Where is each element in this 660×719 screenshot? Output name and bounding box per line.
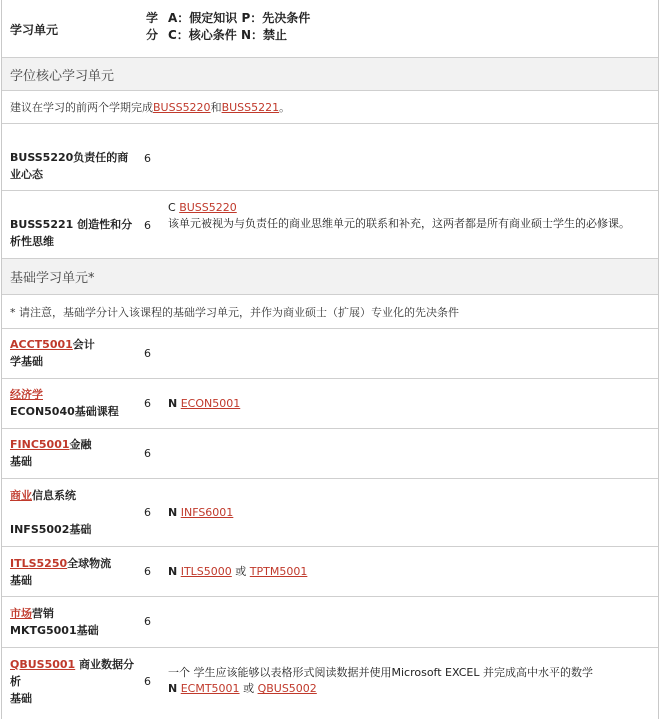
link-itls5000[interactable]: ITLS5000	[180, 565, 232, 578]
unit-requirements: N ECON5001	[168, 397, 241, 410]
unit-name: QBUS5001 商业数据分 析 基础	[10, 658, 135, 705]
link-buss5220[interactable]: BUSS5220	[153, 101, 211, 114]
units-table	[1, 0, 659, 719]
header-legend-line2: C：核心条件 N：禁止	[168, 28, 288, 42]
table-row	[2, 124, 658, 191]
table-row	[2, 191, 658, 259]
unit-name: 经济学 ECON5040基础课程	[10, 388, 119, 418]
unit-credits: 6	[144, 506, 151, 519]
header-legend-line1: A：假定知识 P：先决条件	[168, 11, 311, 25]
unit-requirements: N INFS6001	[168, 506, 234, 519]
foundation-note-text: * 请注意，基础学分计入该课程的基础学习单元，并作为商业硕士（扩展）专业化的先决条件	[10, 305, 459, 319]
unit-credits: 6	[144, 152, 151, 165]
unit-name: BUSS5220负责任的商 业心态	[10, 151, 129, 181]
unit-name: 商业信息系统 INFS5002基础	[10, 489, 92, 536]
unit-credits: 6	[144, 219, 151, 232]
link-buss5221[interactable]: BUSS5221	[221, 101, 280, 114]
header-unit: 学习单元	[10, 23, 59, 37]
header-legend	[168, 10, 310, 44]
link-qbus5002[interactable]: QBUS5002	[257, 682, 317, 695]
table-row	[2, 329, 658, 379]
section-core	[2, 58, 658, 91]
unit-name: ITLS5250全球物流 基础	[10, 557, 112, 587]
table-row	[2, 547, 658, 597]
link-economics[interactable]: 经济学	[10, 388, 43, 401]
link-ecmt5001[interactable]: ECMT5001	[180, 682, 240, 695]
table-row	[2, 379, 658, 429]
unit-credits: 6	[144, 397, 151, 410]
header-credits	[146, 10, 160, 44]
unit-credits: 6	[144, 447, 151, 460]
link-marketing[interactable]: 市场	[10, 607, 32, 620]
link-infs6001[interactable]: INFS6001	[180, 506, 234, 519]
table-row	[2, 597, 658, 648]
link-finc5001[interactable]: FINC5001	[10, 438, 70, 451]
header-credits-line2: 分	[146, 28, 159, 42]
link-business-info[interactable]: 商业	[10, 489, 32, 502]
section-foundation	[2, 259, 658, 295]
header-credits-line1: 学	[146, 11, 159, 25]
unit-name: BUSS5221 创造性和分 析性思维	[10, 218, 133, 248]
table-row	[2, 429, 658, 479]
unit-requirements: 一个 学生应该能够以表格形式阅读数据并使用Microsoft EXCEL 并完成高中水平的数学 N ECMT5001 或 QBUS5002	[168, 666, 593, 695]
link-qbus5001[interactable]: QBUS5001	[10, 658, 76, 671]
link-itls5250[interactable]: ITLS5250	[10, 557, 68, 570]
unit-credits: 6	[144, 675, 151, 688]
link-econ5001[interactable]: ECON5001	[180, 397, 241, 410]
link-buss5220-req[interactable]: BUSS5220	[179, 201, 237, 214]
unit-credits: 6	[144, 565, 151, 578]
unit-credits: 6	[144, 615, 151, 628]
section-foundation-title: 基础学习单元*	[10, 271, 95, 286]
foundation-note	[2, 295, 658, 329]
link-acct5001[interactable]: ACCT5001	[10, 338, 73, 351]
unit-requirements: N ITLS5000 或 TPTM5001	[168, 565, 308, 578]
section-core-title: 学位核心学习单元	[10, 68, 115, 84]
unit-name: ACCT5001会计 学基础	[10, 338, 95, 368]
table-header	[2, 0, 658, 58]
unit-name: FINC5001金融 基础	[10, 438, 92, 468]
table-row	[2, 648, 658, 719]
table-row	[2, 479, 658, 547]
unit-name: 市场营销 MKTG5001基础	[10, 607, 99, 637]
unit-requirements: C BUSS5220 该单元被视为与负责任的商业思维单元的联系和补充，这两者都是所有商业硕士学生的必修课。	[168, 201, 630, 230]
link-tptm5001[interactable]: TPTM5001	[249, 565, 308, 578]
unit-credits: 6	[144, 347, 151, 360]
core-note-text: 建议在学习的前两个学期完成BUSS5220和BUSS5221。	[10, 101, 291, 114]
core-note	[2, 91, 658, 124]
